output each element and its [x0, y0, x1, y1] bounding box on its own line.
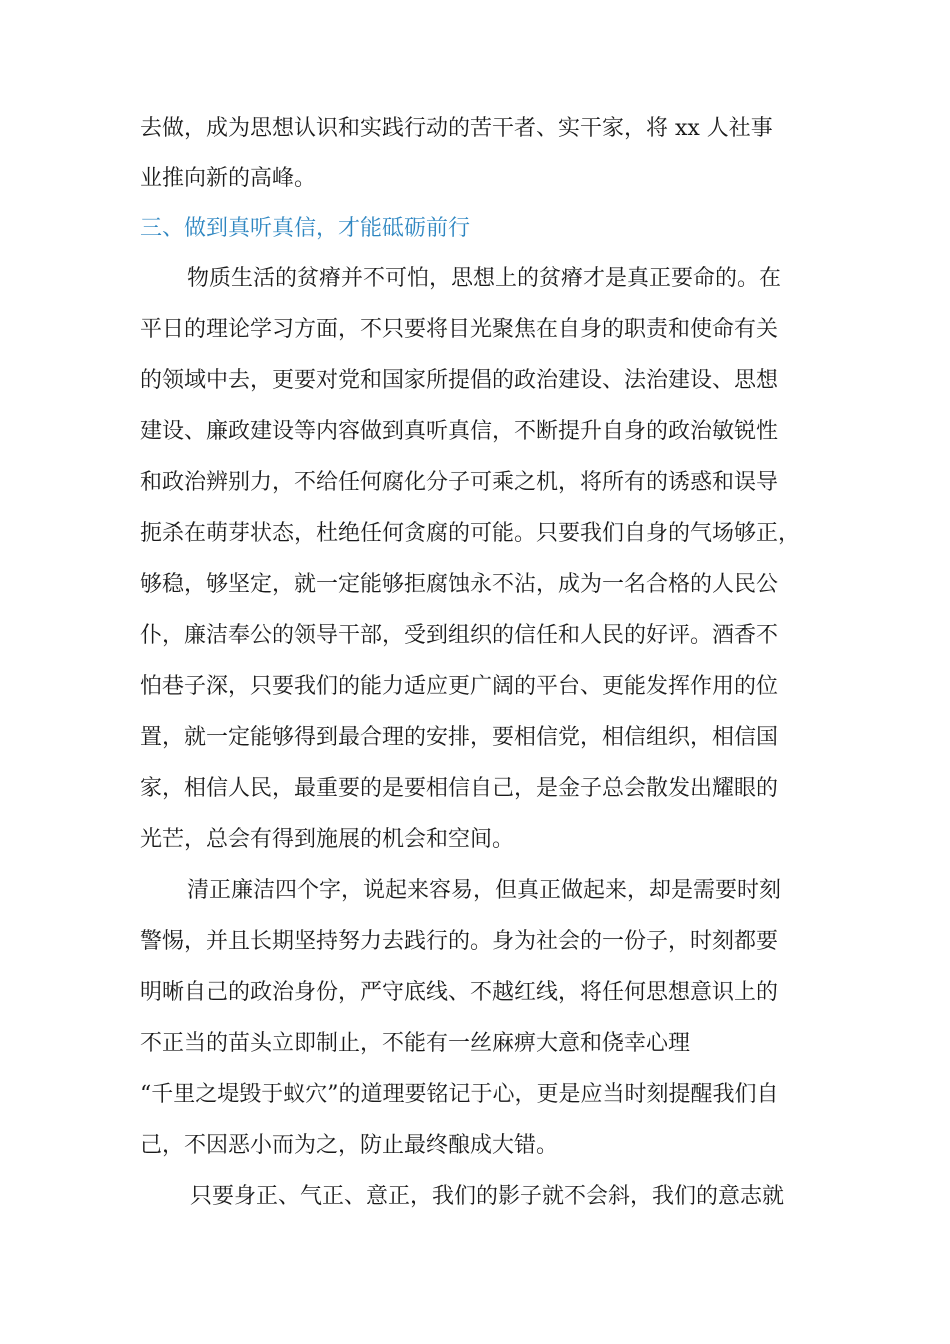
paragraph-line: 怕巷子深，只要我们的能力适应更广阔的平台、更能发挥作用的位 — [140, 674, 779, 699]
paragraph-line: 和政治辨别力，不给任何腐化分子可乘之机，将所有的诱惑和误导 — [140, 470, 779, 495]
paragraph-line: 清正廉洁四个字，说起来容易，但真正做起来，却是需要时刻 — [187, 878, 782, 903]
paragraph-line: 家，相信人民，最重要的是要相信自己，是金子总会散发出耀眼的 — [140, 776, 779, 801]
paragraph-line: 置，就一定能够得到最合理的安排，要相信党，相信组织，相信国 — [140, 725, 779, 750]
paragraph-line: 去做，成为思想认识和实践行动的苦干者、实干家，将 xx 人社事 — [140, 116, 773, 141]
paragraph-line: 警惕，并且长期坚持努力去践行的。身为社会的一份子，时刻都要 — [140, 929, 779, 954]
paragraph-line: 不正当的苗头立即制止，不能有一丝麻痹大意和侥幸心理 — [140, 1031, 691, 1056]
paragraph-line: 够稳，够坚定，就一定能够拒腐蚀永不沾，成为一名合格的人民公 — [140, 572, 779, 597]
paragraph-line: 扼杀在萌芽状态，杜绝任何贪腐的可能。只要我们自身的气场够正， — [140, 521, 801, 546]
paragraph-line: 平日的理论学习方面，不只要将目光聚焦在自身的职责和使命有关 — [140, 317, 779, 342]
paragraph-line: 的领域中去，更要对党和国家所提倡的政治建设、法治建设、思想 — [140, 368, 779, 393]
paragraph-line: 物质生活的贫瘠并不可怕，思想上的贫瘠才是真正要命的。在 — [187, 266, 782, 291]
paragraph-line: 只要身正、气正、意正，我们的影子就不会斜，我们的意志就 — [190, 1184, 785, 1209]
paragraph-line: “千里之堤毁于蚁穴”的道理要铭记于心，更是应当时刻提醒我们自 — [140, 1082, 779, 1107]
paragraph-line: 仆，廉洁奉公的领导干部，受到组织的信任和人民的好评。酒香不 — [140, 623, 779, 648]
paragraph-line: 己，不因恶小而为之，防止最终酿成大错。 — [140, 1133, 559, 1158]
paragraph-line: 光芒，总会有得到施展的机会和空间。 — [140, 827, 515, 852]
paragraph-line: 业推向新的高峰。 — [140, 166, 317, 191]
paragraph-line: 明晰自己的政治身份，严守底线、不越红线，将任何思想意识上的 — [140, 980, 779, 1005]
section-heading: 三、做到真听真信，才能砥砺前行 — [140, 216, 471, 241]
paragraph-line: 建设、廉政建设等内容做到真听真信，不断提升自身的政治敏锐性 — [140, 419, 779, 444]
